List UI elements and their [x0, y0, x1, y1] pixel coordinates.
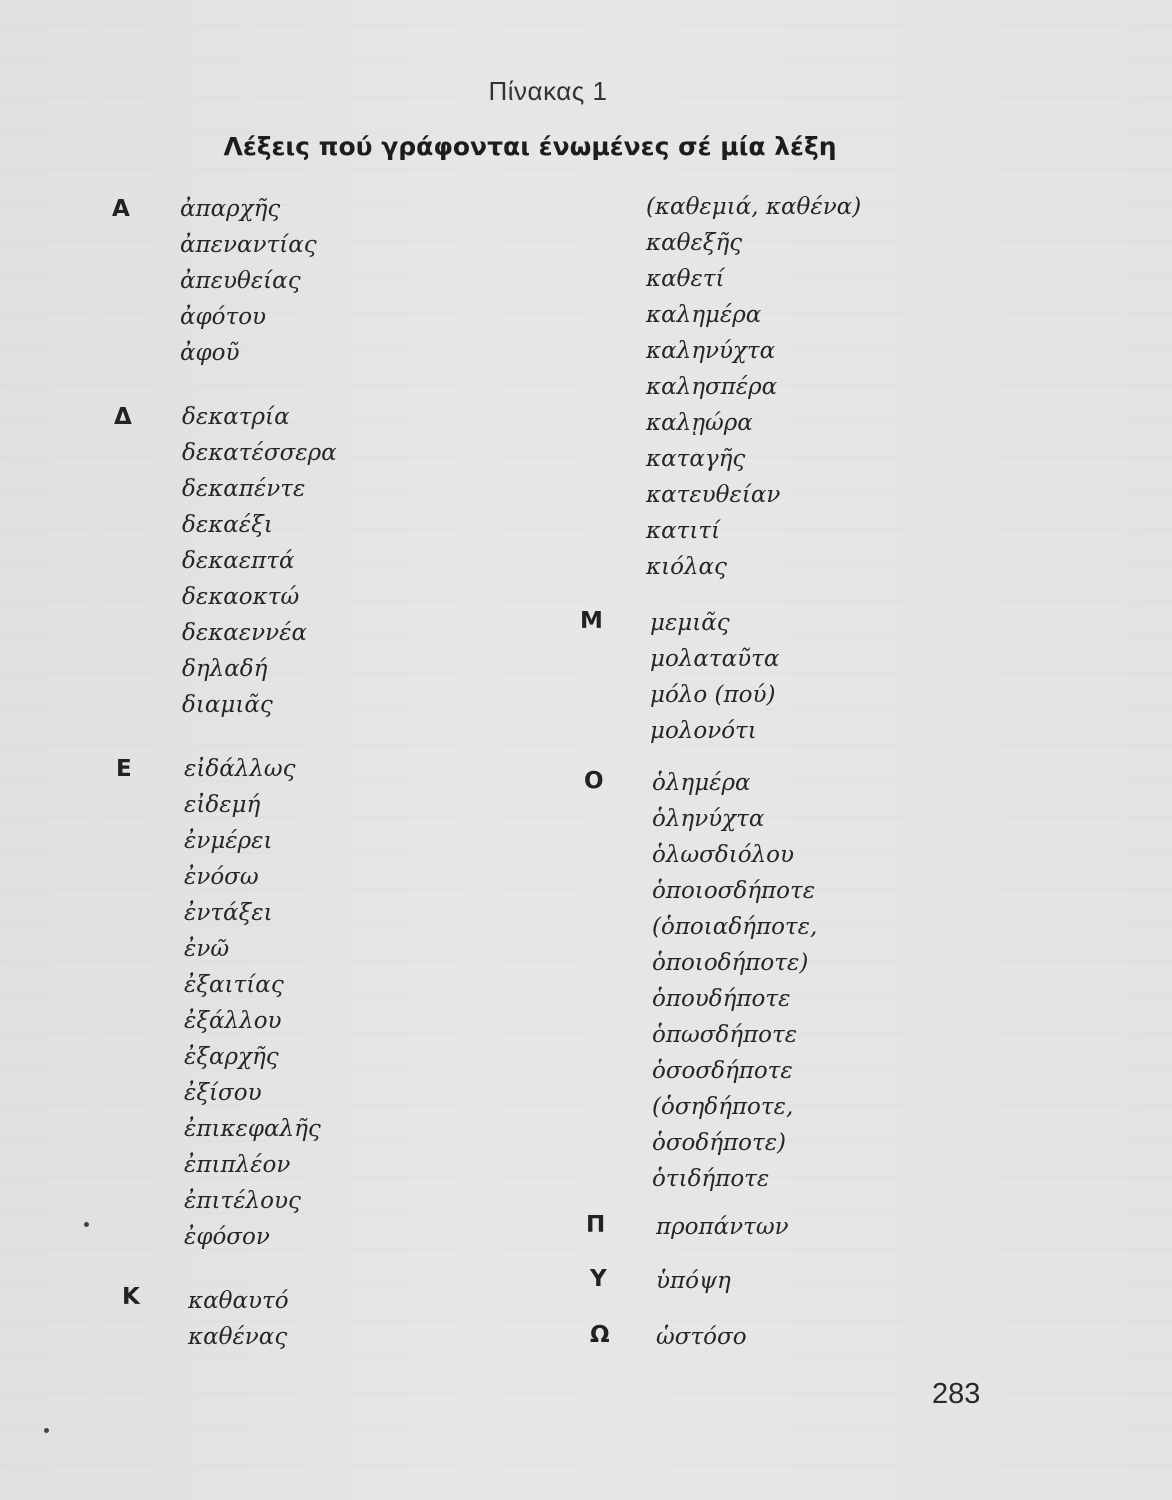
list-item: δεκαέξι [182, 512, 273, 538]
section-letter-upsilon: Υ [590, 1266, 607, 1292]
list-item: δεκαοκτώ [182, 584, 300, 610]
list-item: ἐπιπλέον [184, 1152, 291, 1178]
list-item: ὁσοδήποτε) [652, 1130, 787, 1156]
section-letter-pi: Π [586, 1212, 606, 1238]
list-item: ἐφόσον [184, 1224, 270, 1250]
list-item: μεμιᾶς [650, 610, 730, 636]
list-item: ὁλωσδιόλου [652, 842, 794, 868]
list-item: ὁσοσδήποτε [652, 1058, 793, 1084]
list-item: ἐντάξει [184, 900, 273, 926]
list-item: ἐνόσω [184, 864, 259, 890]
list-item: ὁπουδήποτε [652, 986, 791, 1012]
list-item: καληνύχτα [646, 338, 776, 364]
list-item: ὁποιοδήποτε) [652, 950, 809, 976]
section-letter-delta: Δ [114, 404, 132, 430]
list-item: ἀπεναντίας [180, 232, 317, 258]
list-item: δεκατέσσερα [182, 440, 337, 466]
list-item: ἀφοῦ [180, 340, 240, 366]
section-letter-omega: Ω [590, 1322, 610, 1348]
list-item: κιόλας [646, 554, 727, 580]
list-item: καθεξῆς [646, 230, 743, 256]
list-item: μολονότι [650, 718, 757, 744]
list-item: καθετί [646, 266, 725, 292]
list-item: κατευθείαν [646, 482, 781, 508]
list-item: ἐξαιτίας [184, 972, 284, 998]
list-item: καταγῆς [646, 446, 746, 472]
list-item: ἐξάλλου [184, 1008, 282, 1034]
table-subtitle: Λέξεις πού γράφονται ένωμένες σέ μία λέξη [223, 132, 837, 161]
list-item: δεκαεπτά [182, 548, 295, 574]
section-letter-epsilon: Ε [116, 756, 132, 782]
section-letter-kappa: Κ [122, 1284, 140, 1310]
list-item: καλῃώρα [646, 410, 753, 436]
list-item: κατιτί [646, 518, 721, 544]
list-item: ἀπευθείας [180, 268, 301, 294]
list-item: (ὁποιαδήποτε, [652, 914, 818, 940]
list-item: ἐνῶ [184, 936, 230, 962]
list-item: (καθεμιά, καθένα) [646, 194, 862, 220]
list-item: ἀφότου [180, 304, 267, 330]
list-item: ὁτιδήποτε [652, 1166, 770, 1192]
list-item: ὑπόψη [656, 1268, 731, 1294]
list-item: ὁληνύχτα [652, 806, 765, 832]
list-item: δηλαδή [182, 656, 268, 682]
list-item: δεκαεννέα [182, 620, 307, 646]
list-item: ἐνμέρει [184, 828, 273, 854]
section-letter-omicron: Ο [584, 768, 604, 794]
page-number: 283 [932, 1378, 981, 1410]
list-item: ἐξαρχῆς [184, 1044, 279, 1070]
list-item: ὁποιοσδήποτε [652, 878, 816, 904]
list-item: ὁλημέρα [652, 770, 751, 796]
table-title: Πίνακας 1 [488, 76, 608, 106]
ink-speck [44, 1428, 49, 1433]
list-item: μόλο (πού) [650, 682, 776, 708]
list-item: ὁπωσδήποτε [652, 1022, 798, 1048]
list-item: διαμιᾶς [182, 692, 273, 718]
list-item: καλημέρα [646, 302, 762, 328]
list-item: καθένας [188, 1324, 288, 1350]
section-letter-alpha: Α [112, 196, 130, 222]
list-item: καθαυτό [188, 1288, 289, 1314]
list-item: προπάντων [656, 1214, 789, 1240]
list-item: δεκατρία [182, 404, 290, 430]
list-item: ἀπαρχῆς [180, 196, 281, 222]
list-item: ὡστόσο [656, 1324, 747, 1350]
ink-speck [84, 1222, 89, 1227]
list-item: εἰδεμή [184, 792, 261, 818]
list-item: καλησπέρα [646, 374, 778, 400]
list-item: (ὁσηδήποτε, [652, 1094, 794, 1120]
list-item: ἐξίσου [184, 1080, 262, 1106]
list-item: μολαταῦτα [650, 646, 780, 672]
list-item: ἐπικεφαλῆς [184, 1116, 321, 1142]
list-item: δεκαπέντε [182, 476, 306, 502]
list-item: εἰδάλλως [184, 756, 296, 782]
list-item: ἐπιτέλους [184, 1188, 301, 1214]
section-letter-mu: Μ [580, 608, 603, 634]
